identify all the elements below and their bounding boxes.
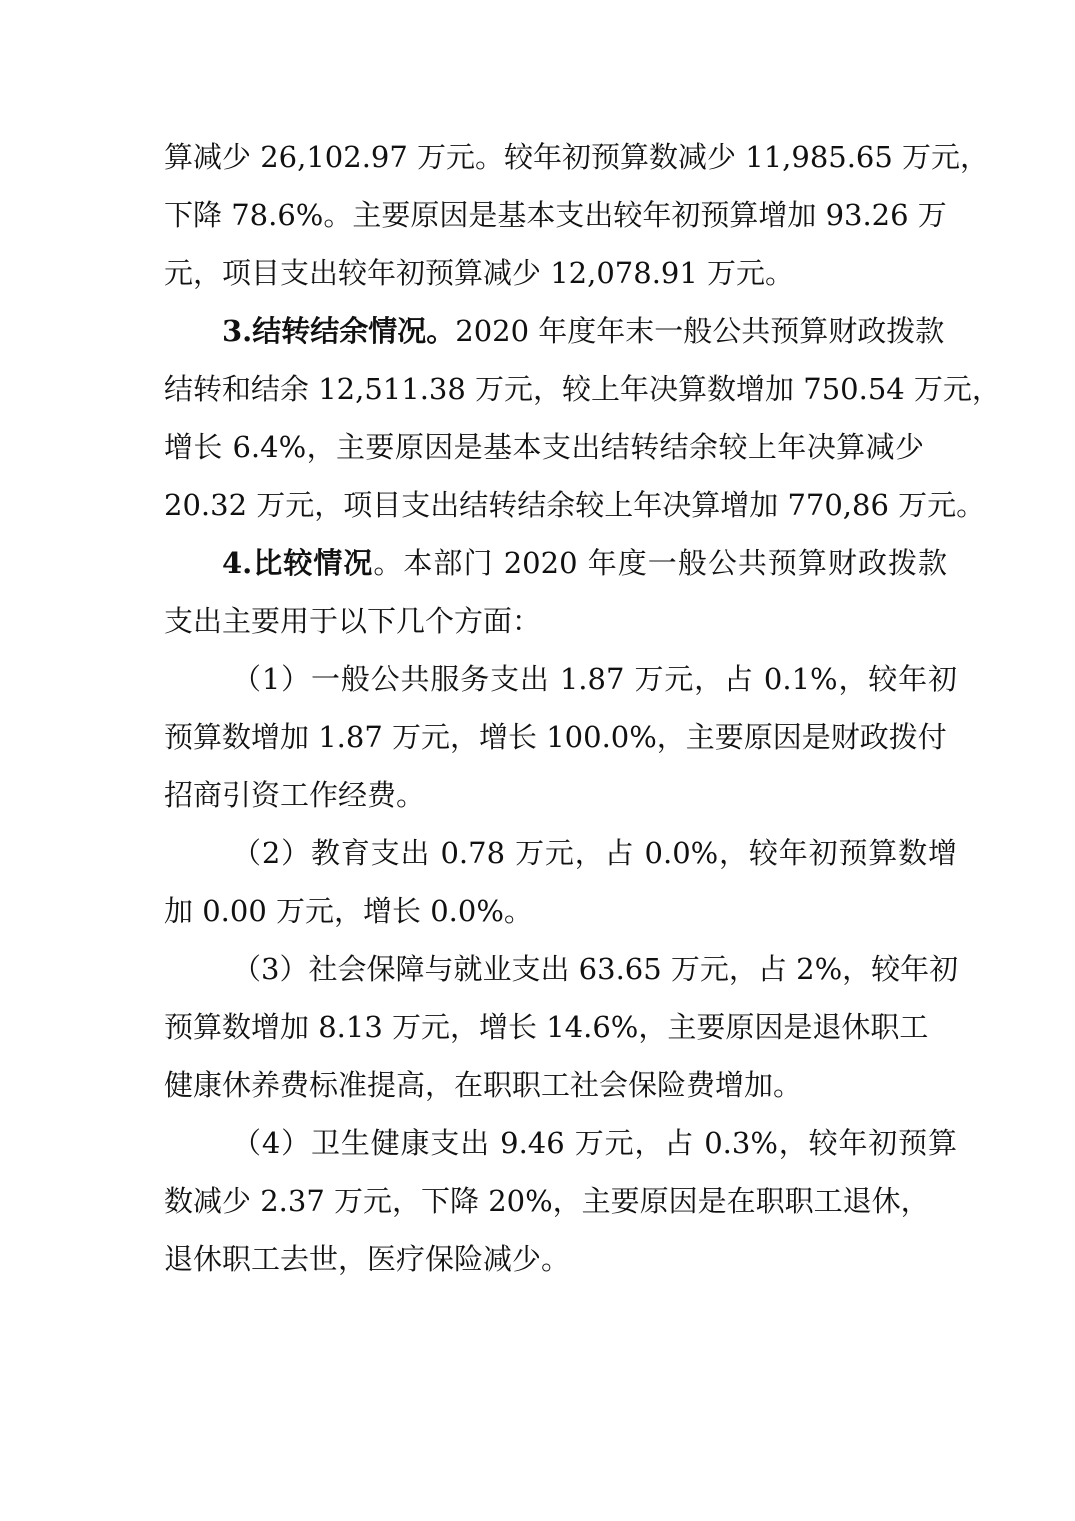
paragraph-line: 结转和结余 12,511.38 万元，较上年决算数增加 750.54 万元， xyxy=(164,372,1001,406)
paragraph-line: 退休职工去世，医疗保险减少。 xyxy=(164,1242,571,1276)
list-item-2-line: （2）教育支出 0.78 万元，占 0.0%，较年初预算数增 xyxy=(232,836,957,870)
paragraph-line: 支出主要用于以下几个方面： xyxy=(164,604,542,638)
section-heading-4: 4.比较情况 xyxy=(222,546,374,580)
paragraph-line: 健康休养费标准提高，在职职工社会保险费增加。 xyxy=(164,1068,803,1102)
list-item-4-line: （4）卫生健康支出 9.46 万元，占 0.3%，较年初预算 xyxy=(232,1126,957,1160)
body-text xyxy=(164,128,1001,1288)
paragraph-line: 招商引资工作经费。 xyxy=(164,778,426,812)
paragraph-line: 算减少 26,102.97 万元。较年初预算数减少 11,985.65 万元， xyxy=(164,140,990,174)
paragraph-line: 增长 6.4%，主要原因是基本支出结转结余较上年决算减少 xyxy=(164,430,924,464)
paragraph-line: 加 0.00 万元，增长 0.0%。 xyxy=(164,894,533,928)
paragraph-line: 预算数增加 8.13 万元，增长 14.6%，主要原因是退休职工 xyxy=(164,1010,929,1044)
paragraph-line: 下降 78.6%。主要原因是基本支出较年初预算增加 93.26 万 xyxy=(164,198,947,232)
paragraph-line: 20.32 万元，项目支出结转结余较上年决算增加 770,86 万元。 xyxy=(164,488,986,522)
section-heading-3: 3.结转结余情况。 xyxy=(222,314,456,348)
list-item-3-line: （3）社会保障与就业支出 63.65 万元，占 2%，较年初 xyxy=(232,952,959,986)
list-item-1-line: （1）一般公共服务支出 1.87 万元，占 0.1%，较年初 xyxy=(232,662,957,696)
section-4-first-line xyxy=(164,534,947,592)
paragraph-line: 数减少 2.37 万元，下降 20%，主要原因是在职职工退休， xyxy=(164,1184,930,1218)
paragraph-line: 元，项目支出较年初预算减少 12,078.91 万元。 xyxy=(164,256,795,290)
paragraph-text: 。本部门 2020 年度一般公共预算财政拨款 xyxy=(373,546,947,580)
paragraph-text: 2020 年度年末一般公共预算财政拨款 xyxy=(455,314,945,348)
paragraph-line: 预算数增加 1.87 万元，增长 100.0%，主要原因是财政拨付 xyxy=(164,720,947,754)
section-3-first-line xyxy=(164,302,945,360)
